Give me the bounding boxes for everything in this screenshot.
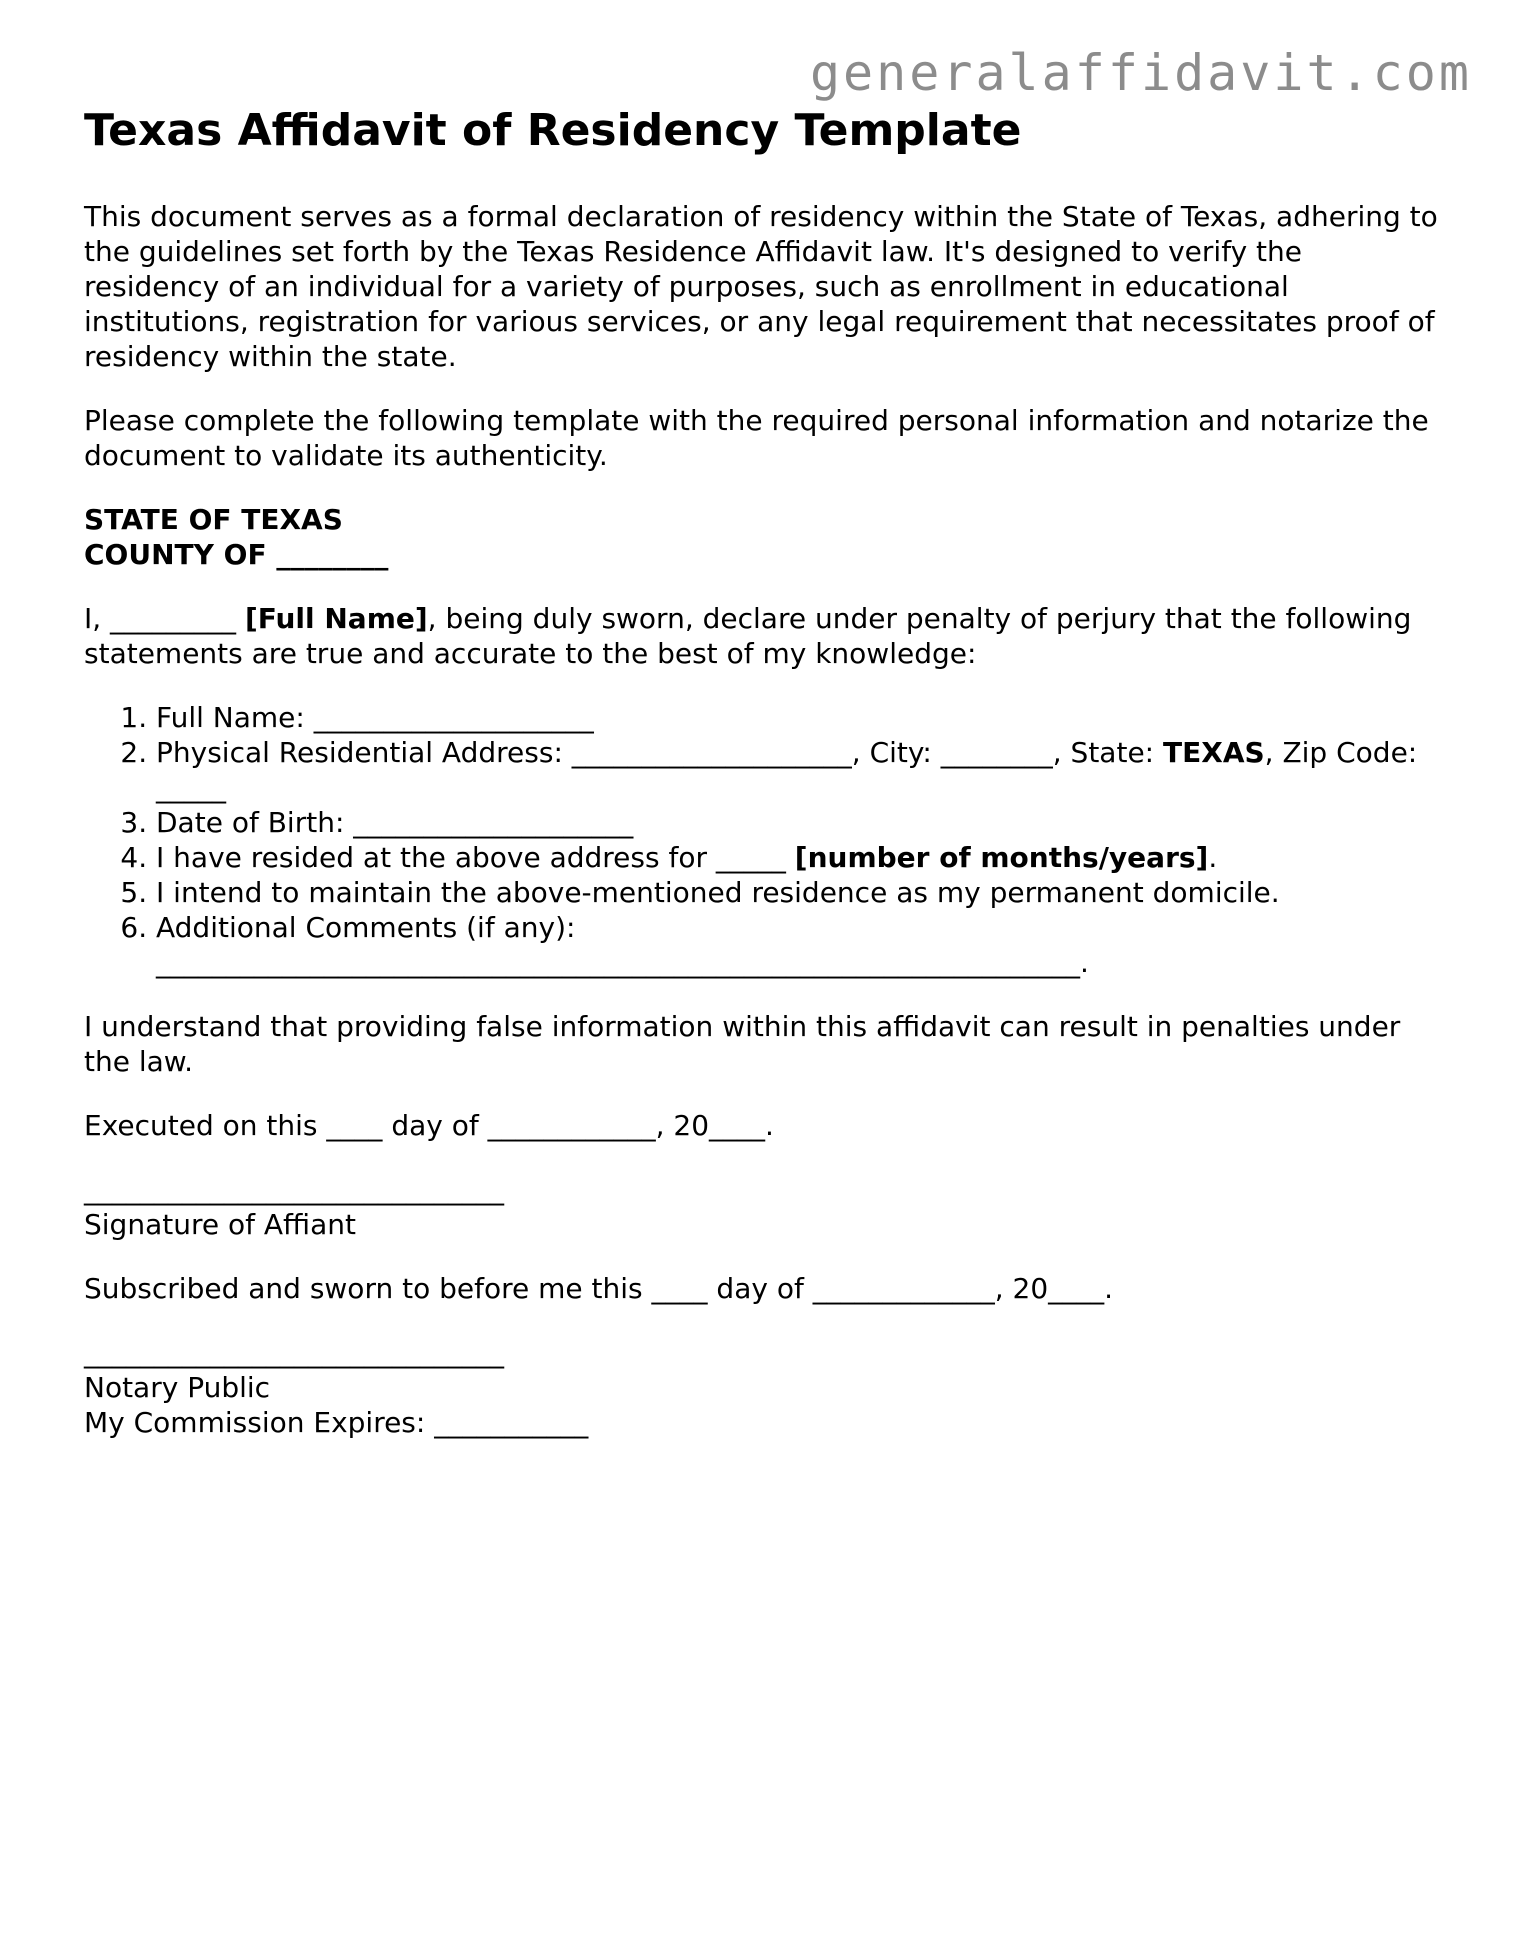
list-item-resided: [156, 840, 1444, 875]
notary-label: Notary Public: [84, 1371, 271, 1404]
sworn-line: Subscribed and sworn to before me this ____ day of _____________, 20____.: [84, 1272, 1114, 1305]
address-state: TEXAS: [1163, 736, 1265, 769]
declaration-prefix: I, _________: [84, 602, 245, 635]
affiant-signature-line: ______________________________: [84, 1173, 504, 1206]
address-suffix: , Zip Code: _____: [156, 736, 1418, 804]
document-page: [84, 104, 1444, 1440]
notary-block: [84, 1335, 1444, 1440]
affiant-signature-label: Signature of Affiant: [84, 1208, 356, 1241]
commission-expires: My Commission Expires: ___________: [84, 1406, 589, 1439]
penalty-paragraph: I understand that providing false information within this affidavit can result in penalties under the law.: [84, 1010, 1401, 1078]
intro-paragraph: This document serves as a formal declaration of residency within the State of Texas, adhering to the guidelines set forth by the Texas Residence Affidavit law. It's designed to verify the residency of an individual for a variety of purposes, such as enrollment in educational institutions, registration for various services, or any legal requirement that necessitates proof of residency within the state.: [84, 200, 1438, 373]
list-item-comments: 6. Additional Comments (if any): __________________________________________________________________.: [156, 910, 1444, 980]
list-item-dob: 3. Date of Birth: ____________________: [156, 805, 1444, 840]
list-item-address: [156, 735, 1444, 805]
county-line: COUNTY OF ________: [84, 538, 389, 571]
declaration-suffix: , being duly sworn, declare under penalty of perjury that the following statements are true and accurate to the best of my knowledge:: [84, 602, 1412, 670]
venue-block: [84, 502, 1444, 572]
list-item-full-name: 1. Full Name: ____________________: [156, 700, 1444, 735]
statements-list: [84, 700, 1444, 980]
instruction-paragraph: Please complete the following template with the required personal information and notarize the document to validate its authenticity.: [84, 404, 1429, 472]
executed-line: Executed on this ____ day of ____________, 20____.: [84, 1109, 774, 1142]
address-prefix: Physical Residential Address: ____________________, City: ________, State:: [156, 736, 1164, 769]
state-line: STATE OF TEXAS: [84, 503, 343, 536]
full-name-placeholder: [Full Name]: [244, 602, 428, 635]
notary-signature-line: ______________________________: [84, 1336, 504, 1369]
watermark: generalaffidavit.com: [809, 44, 1472, 102]
affiant-signature-block: [84, 1172, 1444, 1242]
resided-prefix: I have resided at the above address for _____: [156, 841, 795, 874]
resided-suffix: .: [1208, 841, 1218, 874]
page-title: Texas Affidavit of Residency Template: [84, 105, 1022, 156]
resided-duration-placeholder: [number of months/years]: [794, 841, 1209, 874]
declaration-paragraph: [84, 601, 1444, 671]
list-item-intent: 5. I intend to maintain the above-mentioned residence as my permanent domicile.: [156, 875, 1444, 910]
